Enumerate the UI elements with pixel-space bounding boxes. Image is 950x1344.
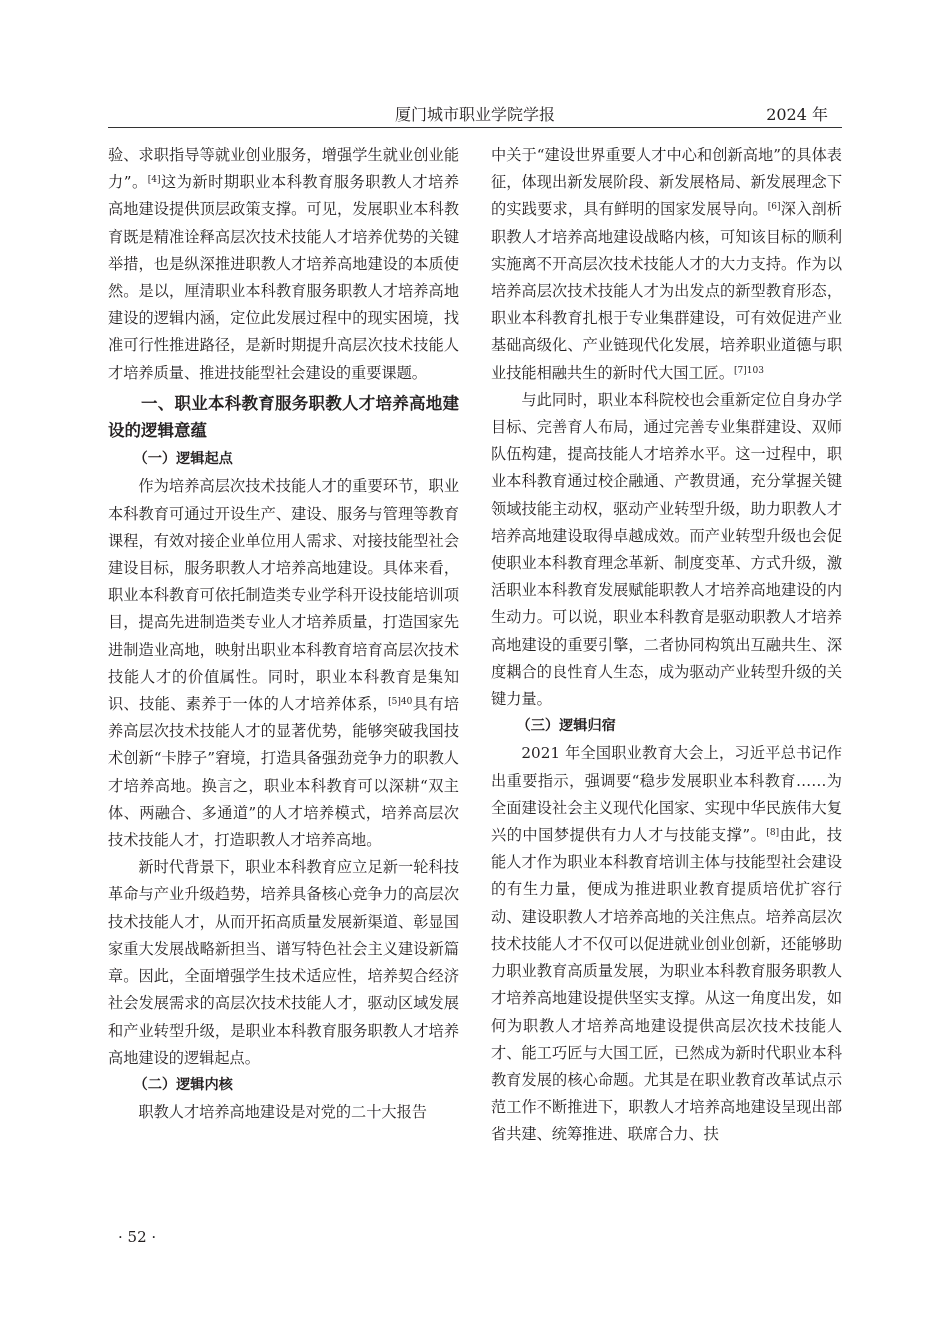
page-number: · 52 ·: [118, 1228, 157, 1246]
paragraph: 与此同时，职业本科院校也会重新定位自身办学目标、完善育人布局，通过完善专业集群建设、双师队伍构建，提高技能人才培养水平。这一过程中，职业本科教育通过校企融通、产教贯通，充分掌握关键领域技能主动权，驱动产业转型升级，助力职教人才培养高地建设取得卓越成效。而产业转型升级也会促使职业本科教育理念革新、制度变革、方式升级，激活职业本科教育发展赋能职教人才培养高地建设的内生动力。可以说，职业本科教育是驱动职教人才培养高地建设的重要引擎，二者协同构筑出互融共生、深度耦合的良性育人生态，成为驱动产业转型升级的关键力量。: [491, 390, 842, 709]
paragraph: 新时代背景下，职业本科教育应立足新一轮科技革命与产业升级趋势，培养具备核心竞争力的高层次技术技能人才，从而开拓高质量发展新渠道、彰显国家重大发展战略新担当、谱写特色社会主义建设新篇章。因此，全面增强学生技术适应性，培养契合经济社会发展需求的高层次技术技能人才，驱动区域发展和产业转型升级，是职业本科教育服务职教人才培养高地建设的逻辑起点。: [108, 858, 459, 1067]
journal-title: 厦门城市职业学院学报: [394, 105, 555, 124]
paragraph: 中关于“建设世界重要人才中心和创新高地”的具体表征，体现出新发展阶段、新发展格局、新发展理念下的实践要求，具有鲜明的国家发展导向。[6]深入剖析职教人才培养高地建设战略内核，可知该目标的顺利实施离不开高层次技术技能人才的大力支持。作为以培养高层次技术技能人才为出发点的新型教育形态，职业本科教育扎根于专业集群建设，可有效促进产业基础高级化、产业链现代化发展，培养职业道德与职业技能相融共生的新时代大国工匠。$^{[7]103}$: [491, 146, 842, 382]
citation: [6]: [767, 202, 781, 213]
citation: [5]40: [388, 697, 413, 708]
section-heading: 一、职业本科教育服务职教人才培养高地建设的逻辑意蕴: [108, 393, 459, 441]
header-rule: [108, 127, 842, 128]
paragraph: 2021 年全国职业教育大会上，习近平总书记作出重要指示，强调要“稳步发展职业本科教育……为全面建设社会主义现代化国家、实现中华民族伟大复兴的中国梦提供有力人才与技能支撑”。[8]由此，技能人才作为职业本科教育培训主体与技能型社会建设的有生力量，便成为推进职业教育提质培优扩容行动、建设职教人才培养高地的关注焦点。培养高层次技术技能人才不仅可以促进就业创业创新，还能够助力职业教育高质量发展，为职业本科教育服务职教人才培养高地建设提供坚实支撑。从这一角度出发，如何为职教人才培养高地建设提供高层次技术技能人才、能工巧匠与大国工匠，已然成为新时代职业本科教育发展的核心命题。尤其是在职业教育改革试点示范工作不断推进下，职教人才培养高地建设呈现出部省共建、统筹推进、联席合力、扶: [491, 744, 843, 1144]
paragraph: 职教人才培养高地建设是对党的二十大报告: [138, 1103, 427, 1122]
subsection-heading: （二）逻辑内核: [133, 1076, 233, 1093]
citation: [8]: [766, 828, 780, 839]
left-column: [108, 142, 459, 1126]
subsection-heading: （三）逻辑归宿: [516, 718, 616, 735]
right-column: [491, 142, 842, 1149]
running-header: [108, 102, 842, 126]
paragraph: 作为培养高层次技术技能人才的重要环节，职业本科教育可通过开设生产、建设、服务与管理等教育课程，有效对接企业单位用人需求、对接技能型社会建设目标，服务职教人才培养高地建设。具体来看，职业本科教育可依托制造类专业学科开设技能培训项目，提高先进制造类专业人才培养质量，打造国家先进制造业高地，映射出职业本科教育培育高层次技术技能人才的价值属性。同时，职业本科教育是集知识、技能、素养于一体的人才培养体系，$^{[5]40}$具有培养高层次技术技能人才的显著优势，能够突破我国技术创新“卡脖子”窘境，打造具备强劲竞争力的职教人才培养高地。换言之，职业本科教育可以深耕“双主体、两融合、多通道”的人才培养模式，培养高层次技术技能人才，打造职教人才培养高地。: [108, 477, 460, 850]
journal-year: 2024 年: [766, 105, 828, 124]
citation: [7]103: [734, 365, 764, 376]
subsection-heading: （一）逻辑起点: [133, 451, 233, 468]
citation: [4]: [147, 175, 161, 186]
paragraph: 验、求职指导等就业创业服务，增强学生就业创业能力”。[4]这为新时期职业本科教育服务职教人才培养高地建设提供顶层政策支撑。可见，发展职业本科教育既是精准诠释高层次技术技能人才培养优势的关键举措，也是纵深推进职教人才培养高地建设的本质使然。是以，厘清职业本科教育服务职教人才培养高地建设的逻辑内涵，定位此发展过程中的现实困境，找准可行性推进路径，是新时期提升高层次技术技能人才培养质量、推进技能型社会建设的重要课题。: [108, 146, 460, 382]
